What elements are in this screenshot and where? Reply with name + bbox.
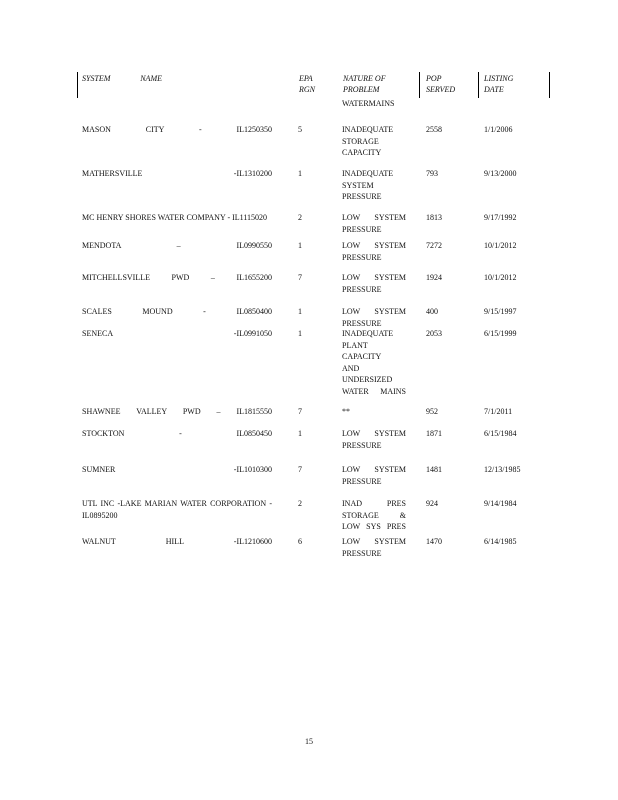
nature-line: INADEQUATE	[342, 329, 394, 338]
nature-line: AND	[342, 363, 360, 373]
system-name-cell: MATHERSVILLE -IL1310200	[82, 169, 272, 178]
population-served-cell: 1813	[426, 213, 442, 222]
system-name-cell: SHAWNEE VALLEY PWD – IL1815550	[82, 407, 272, 416]
system-name-cell: STOCKTON - IL0850450	[82, 429, 272, 438]
header-nature-text: NATURE OF	[343, 74, 386, 83]
nature-line: LOW SYSTEM	[342, 241, 406, 250]
nature-line: LOW SYSTEM	[342, 307, 406, 316]
nature-of-problem-cell	[342, 536, 406, 559]
epa-region-cell: 1	[298, 241, 302, 250]
listing-date-cell: 12/13/1985	[484, 465, 521, 474]
header-epa-line: EPA	[299, 74, 313, 83]
listing-date-cell: 6/15/1984	[484, 429, 517, 438]
population-served-cell: 2053	[426, 329, 442, 338]
header-name-word: NAME	[140, 74, 162, 83]
listing-date-cell: 10/1/2012	[484, 241, 517, 250]
population-served-cell: 952	[426, 407, 438, 416]
system-name-cell: WALNUT HILL -IL1210600	[82, 537, 272, 546]
population-served-cell: 1871	[426, 429, 442, 438]
population-served-cell: 2558	[426, 125, 442, 134]
nature-line: CAPACITY	[342, 148, 382, 157]
nature-line: LOW SYSTEM	[342, 213, 406, 222]
carryover-nature	[342, 98, 406, 110]
nature-line: INAD PRES	[342, 499, 406, 508]
nature-of-problem-cell	[342, 212, 406, 235]
nature-of-problem-cell	[342, 240, 406, 263]
header-rule	[549, 72, 550, 98]
nature-of-problem-cell	[342, 498, 406, 533]
epa-region-cell: 2	[298, 499, 302, 508]
nature-line: PRESSURE	[342, 192, 382, 201]
header-listing-line: LISTING	[484, 74, 514, 83]
listing-date-cell: 1/1/2006	[484, 125, 513, 134]
nature-line: STORAGE	[342, 136, 379, 146]
listing-date-cell: 6/15/1999	[484, 329, 517, 338]
nature-of-problem-cell	[342, 168, 406, 203]
header-pop-line: POP	[426, 74, 442, 83]
system-name-cell: SCALES MOUND - IL0850400	[82, 307, 272, 316]
population-served-cell: 400	[426, 307, 438, 316]
nature-line: PRESSURE	[342, 476, 382, 486]
listing-date-cell: 9/14/1984	[484, 499, 517, 508]
header-rgn-line: RGN	[299, 85, 315, 94]
nature-line: WATER MAINS	[342, 386, 406, 396]
epa-region-cell: 7	[298, 465, 302, 474]
system-name-cell: SENECA -IL0991050	[82, 329, 272, 338]
header-rule	[478, 72, 479, 98]
nature-line: INADEQUATE	[342, 169, 394, 178]
nature-line: LOW SYSTEM	[342, 537, 406, 546]
population-served-cell: 1924	[426, 273, 442, 282]
header-rule	[419, 72, 420, 98]
system-name-cell: MASON CITY - IL1250350	[82, 125, 272, 134]
listing-date-cell: 6/14/1985	[484, 537, 517, 546]
nature-line: STORAGE &	[342, 510, 406, 520]
nature-line: **	[342, 407, 350, 416]
header-listing-date	[484, 73, 534, 95]
carryover-text: WATERMAINS	[342, 99, 395, 108]
header-system-word: SYSTEM	[82, 74, 111, 83]
listing-date-cell: 7/1/2011	[484, 407, 513, 416]
nature-line: INADEQUATE	[342, 125, 394, 134]
epa-region-cell: 7	[298, 273, 302, 282]
listing-date-cell: 9/17/1992	[484, 213, 517, 222]
nature-of-problem-cell	[342, 428, 406, 451]
nature-line: LOW SYS PRES	[342, 522, 406, 531]
page-number: 15	[305, 737, 313, 746]
epa-region-cell: 1	[298, 329, 302, 338]
nature-of-problem-cell	[342, 124, 406, 159]
header-system-name	[82, 73, 172, 84]
population-served-cell: 924	[426, 499, 438, 508]
epa-region-cell: 5	[298, 125, 302, 134]
nature-line: PLANT	[342, 340, 368, 350]
epa-region-cell: 1	[298, 429, 302, 438]
nature-line: LOW SYSTEM	[342, 429, 406, 438]
header-rule	[77, 72, 78, 98]
header-date-line: DATE	[484, 85, 504, 94]
header-problem-line: PROBLEM	[343, 85, 380, 94]
nature-line: PRESSURE	[342, 284, 382, 294]
nature-line: PRESSURE	[342, 252, 382, 262]
nature-of-problem-cell	[342, 406, 406, 418]
epa-region-cell: 7	[298, 407, 302, 416]
nature-of-problem-cell	[342, 306, 406, 329]
population-served-cell: 7272	[426, 241, 442, 250]
table-header	[77, 72, 551, 98]
epa-region-cell: 1	[298, 169, 302, 178]
listing-date-cell: 9/13/2000	[484, 169, 517, 178]
population-served-cell: 793	[426, 169, 438, 178]
nature-of-problem-cell	[342, 328, 406, 397]
header-epa-rgn	[299, 73, 329, 95]
system-name-cell: MENDOTA – IL0990550	[82, 241, 272, 250]
nature-line: SYSTEM	[342, 180, 374, 190]
nature-line: PRESSURE	[342, 440, 382, 450]
nature-of-problem-cell	[342, 464, 406, 487]
header-nature-of-problem	[343, 73, 399, 95]
epa-region-cell: 6	[298, 537, 302, 546]
nature-of-problem-cell	[342, 272, 406, 295]
header-pop-served	[426, 73, 466, 95]
population-served-cell: 1481	[426, 465, 442, 474]
system-name-cell: SUMNER -IL1010300	[82, 465, 272, 474]
nature-line: PRESSURE	[342, 548, 382, 558]
listing-date-cell: 10/1/2012	[484, 273, 517, 282]
system-name-cell: UTL INC -LAKE MARIAN WATER CORPORATION - IL0895200	[82, 499, 272, 520]
nature-line: PRESSURE	[342, 318, 382, 328]
nature-line: LOW SYSTEM	[342, 273, 406, 282]
epa-region-cell: 2	[298, 213, 302, 222]
nature-line: CAPACITY	[342, 352, 382, 361]
system-name-cell: MITCHELLSVILLE PWD – IL1655200	[82, 273, 272, 282]
header-served-line: SERVED	[426, 85, 456, 94]
population-served-cell: 1470	[426, 537, 442, 546]
system-name-cell: MC HENRY SHORES WATER COMPANY - IL1115020	[82, 213, 268, 222]
epa-region-cell: 1	[298, 307, 302, 316]
header-nature-line	[343, 73, 399, 84]
nature-line: PRESSURE	[342, 224, 382, 234]
nature-line: LOW SYSTEM	[342, 465, 406, 474]
nature-line: UNDERSIZED	[342, 375, 393, 384]
listing-date-cell: 9/15/1997	[484, 307, 517, 316]
